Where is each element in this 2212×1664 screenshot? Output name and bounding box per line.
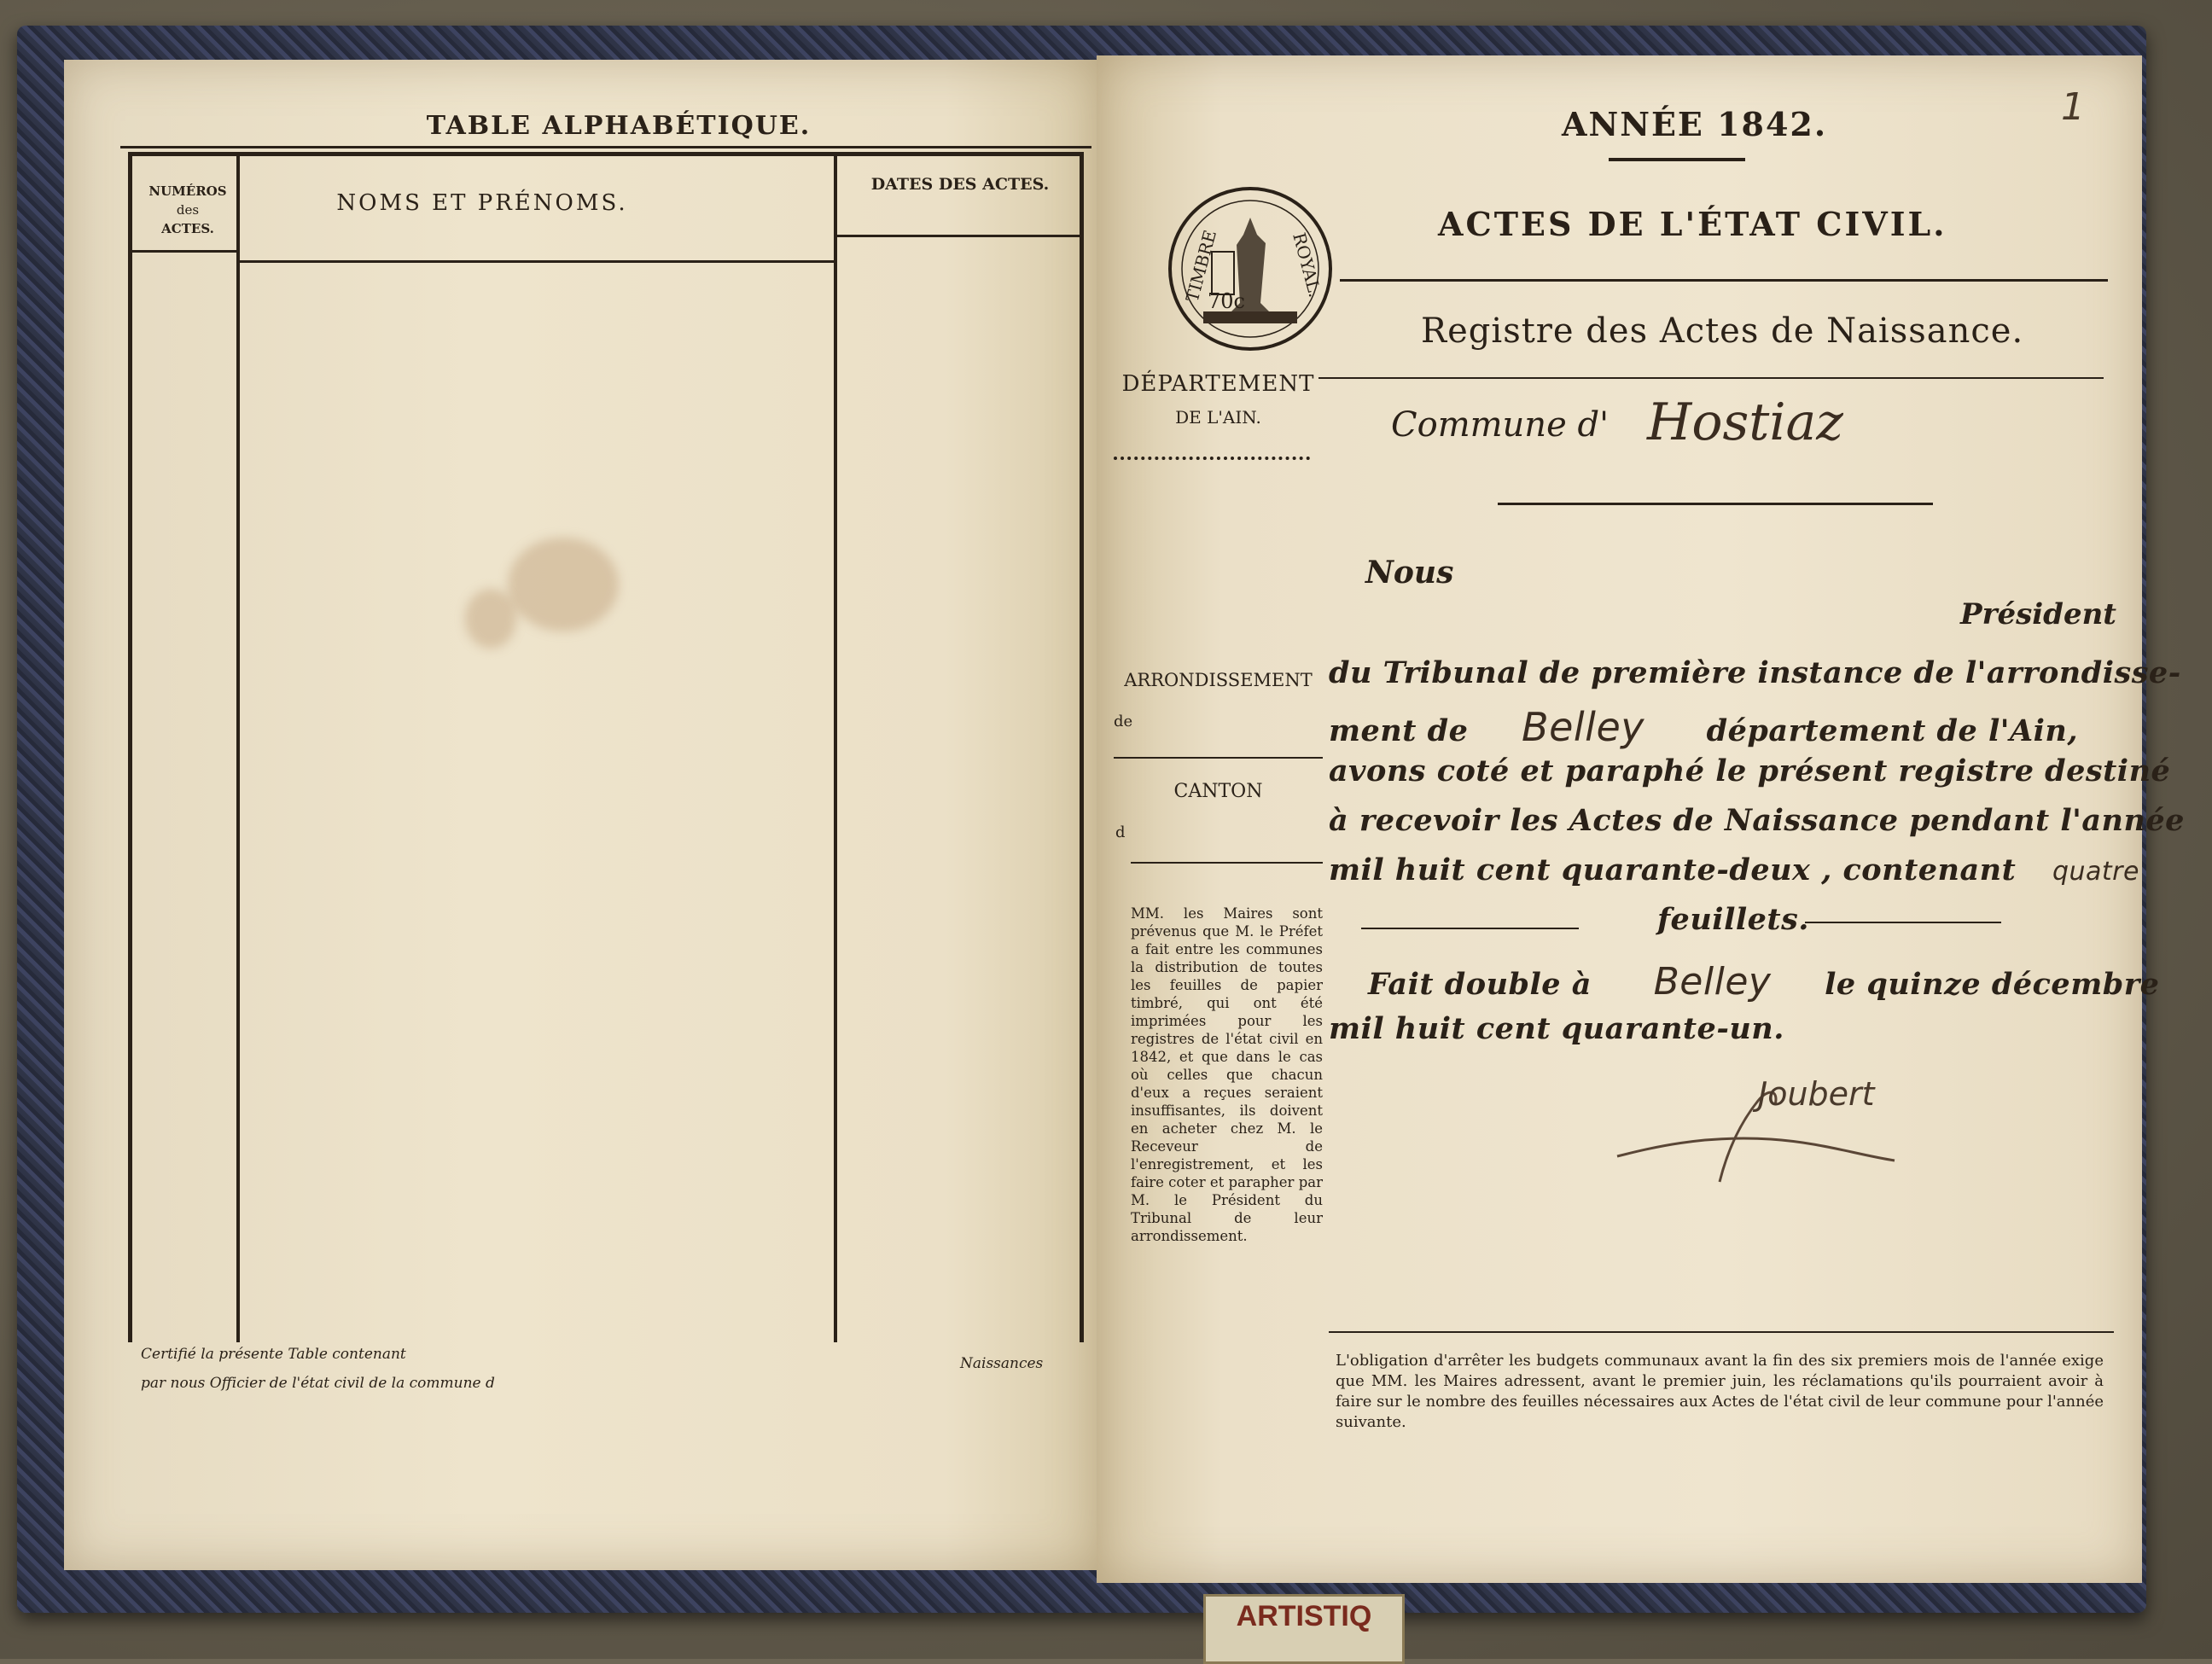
commune-label: Commune d' [1391,405,1610,445]
president-label: Président [1960,597,2116,631]
title-rule [1340,279,2108,282]
alphabetical-table [128,152,1084,1342]
fill-rule [1361,928,1579,929]
body-text: Fait double à [1368,967,1592,1002]
body-line: à recevoir les Actes de Naissance pendant l'année [1329,803,2185,838]
mayors-notice: MM. les Maires sont prévenus que M. le Préfet a fait entre les communes la distribution de toutes les feuilles de papier timbré, qui ont été imprimées pour les registres de l'état civil en 1842, et que dans le cas où celles que chacun d'eux a reçues seraient insuffisantes, ils doivent en acheter chez M. le Receveur de l'enregistrement, et les faire coter et parapher par M. le Président du Tribunal de leur arrondissement. [1131,905,1323,1244]
header-rule [132,250,236,253]
header-numeros-line: NUMÉROS [148,183,227,199]
body-line: avons coté et paraphé le présent registre destiné [1329,753,2171,788]
body-text: mil huit cent quarante-deux , contenant [1329,852,2017,887]
book-spine-label: ARTISTIQ [1203,1594,1405,1664]
ornament-rule [1498,503,1933,505]
subtitle-rule [1318,377,2104,379]
header-numeros-line: des [176,202,200,218]
departement-label: DÉPARTEMENT [1121,371,1315,397]
register-subtitle: Registre des Actes de Naissance. [1421,311,2024,351]
header-rule [236,260,834,263]
footnote-rule [1329,1331,2114,1333]
right-page [1097,55,2185,1583]
canton-d: d [1115,823,1126,841]
canton-label: CANTON [1173,781,1263,802]
year-heading: ANNÉE 1842. [1562,105,1828,143]
header-numeros-line: ACTES. [161,221,214,236]
left-page [64,60,1101,1570]
arrondissement-handwritten: Belley [1522,704,1644,750]
certification-line: Certifié la présente Table contenant [141,1346,406,1363]
stamp-value: 70c [1208,289,1245,313]
body-line: mil huit cent quarante-un. [1329,1011,1784,1046]
feuillets-count-handwritten: quatre [2052,857,2139,887]
body-text: ment de [1329,713,1469,748]
commune-handwritten: Hostiaz [1647,393,1843,452]
column-header-numeros [141,182,235,238]
column-header-dates: DATES DES ACTES. [870,175,1050,194]
signature-text: Joubert [1758,1075,1875,1113]
signature [1600,1054,1907,1190]
certification-text [141,1340,495,1398]
royal-stamp-seal [1165,183,1336,354]
body-line [1329,704,2116,750]
column-header-noms: NOMS ET PRÉNOMS. [336,190,628,216]
folio-number: 1 [2061,85,2085,129]
column-divider [236,156,240,1342]
body-line [1329,852,2139,887]
header-rule [834,235,1080,237]
footnote: L'obligation d'arrêter les budgets communaux avant la fin des six premiers mois de l'année exige que MM. les Maires adressent, avant le premier juin, les réclamations qu'ils pourraient avoir à faire sur le nombre des feuilles nécessaires aux Actes de l'état civil de leur commune pour l'année suivante. [1336,1352,2104,1431]
fill-rule [1805,922,2001,923]
ornament-rule [1609,158,1745,161]
stamp-text-left: TIMBRE [1181,227,1221,305]
body-line: feuillets. [1657,902,1809,937]
column-divider [834,156,837,1342]
arrondissement-rule [1114,757,1323,759]
canton-rule [1131,862,1323,864]
body-text: département de l'Ain, [1706,713,2079,748]
main-title: ACTES DE L'ÉTAT CIVIL. [1438,205,1947,243]
table-title: TABLE ALPHABÉTIQUE. [426,111,812,141]
arrondissement-de: de [1114,713,1133,730]
arrondissement-label: ARRONDISSEMENT [1124,670,1313,690]
place-handwritten: Belley [1653,960,1772,1004]
departement-value: DE L'AIN. [1175,407,1261,428]
departement-rule [1114,457,1310,460]
stamp-text-right: ROYAL. [1289,230,1326,300]
body-text: le quinze décembre [1825,967,2160,1002]
body-line [1368,960,2160,1004]
naissances-label: Naissances [960,1355,1044,1372]
body-line: du Tribunal de première instance de l'arrondisse- [1329,655,2181,690]
certification-line: par nous Officier de l'état civil de la commune d [141,1375,495,1392]
nous-label: Nous [1365,555,1454,591]
